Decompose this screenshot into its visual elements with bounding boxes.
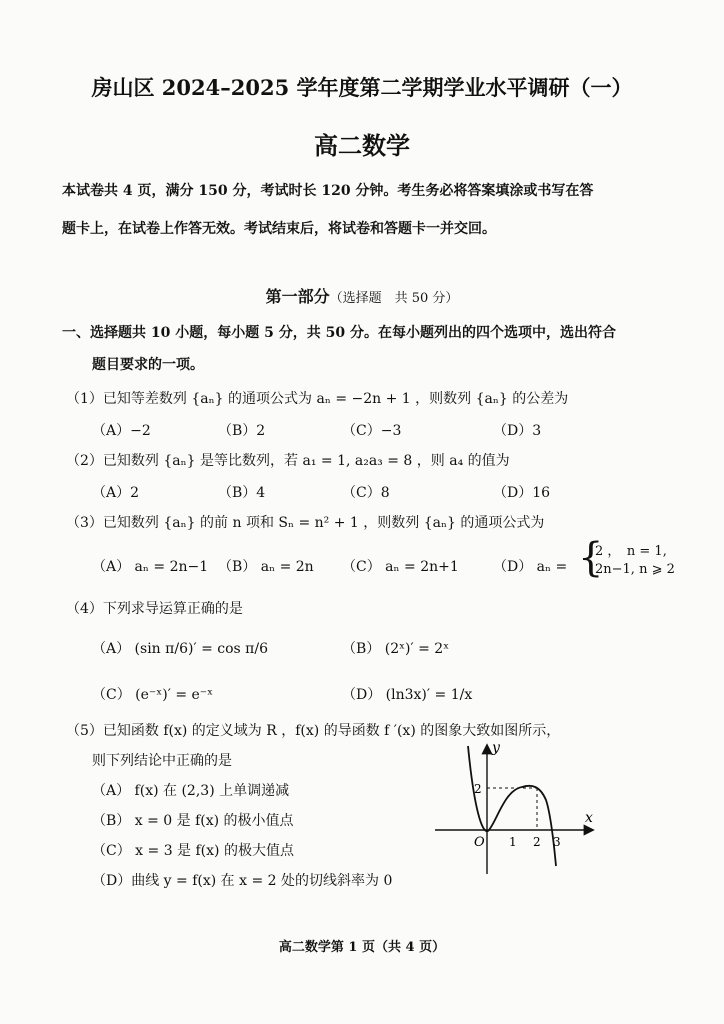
question-4-stem: （4）下列求导运算正确的是	[66, 601, 243, 617]
part-heading	[0, 284, 724, 307]
part-note: （选择题 共 50 分）	[329, 291, 459, 306]
derivative-graph	[430, 738, 600, 878]
section-instruction-2: 题目要求的一项。	[92, 357, 204, 373]
question-4-option-d[interactable]: （D） (ln3x)′ = 1/x	[342, 687, 473, 703]
question-5-stem: （5）已知函数 f(x) 的定义域为 R ，f(x) 的导函数 f ′(x) 的图象大致如图所示，	[66, 723, 561, 739]
question-2-option-b[interactable]: （B）4	[218, 485, 266, 501]
question-1-option-a[interactable]: （A）−2	[92, 423, 151, 439]
exam-title: 房山区 2024–2025 学年度第二学期学业水平调研（一）	[91, 75, 633, 100]
question-5-stem-2: 则下列结论中正确的是	[92, 753, 232, 769]
question-3-stem: （3）已知数列 {aₙ} 的前 n 项和 Sₙ = n² + 1 ，则数列 {aₙ} 的通项公式为	[66, 515, 545, 531]
question-5-option-c[interactable]: （C） x = 3 是 f(x) 的极大值点	[92, 843, 294, 859]
y-tick-2: 2	[474, 782, 482, 796]
question-1-option-b[interactable]: （B）2	[218, 423, 266, 439]
piecewise-brace: {	[578, 535, 604, 581]
origin-label: O	[474, 835, 485, 850]
question-5-option-a[interactable]: （A） f(x) 在 (2,3) 上单调递减	[92, 783, 290, 799]
x-tick-1: 1	[509, 835, 517, 849]
page-footer: 高二数学第 1 页（共 4 页）	[278, 940, 446, 955]
question-3-option-d-case-1: 2 ， n = 1,	[595, 544, 667, 559]
question-4-option-a[interactable]: （A） (sin π/6)′ = cos π/6	[92, 641, 268, 657]
question-2-option-d[interactable]: （D）16	[493, 485, 551, 501]
question-2-option-c[interactable]: （C）8	[342, 485, 390, 501]
question-3-option-b[interactable]: （B） aₙ = 2n	[218, 559, 314, 575]
question-3-option-c[interactable]: （C） aₙ = 2n+1	[342, 559, 459, 575]
x-tick-3: 3	[553, 835, 561, 849]
question-3-option-d-case-2: 2n−1, n ⩾ 2	[595, 562, 675, 577]
x-tick-2: 2	[533, 835, 541, 849]
question-4-option-c[interactable]: （C） (e⁻ˣ)′ = e⁻ˣ	[92, 687, 214, 703]
question-2-stem: （2）已知数列 {aₙ} 是等比数列，若 a₁ = 1, a₂a₃ = 8 ，则 a₄ 的值为	[66, 453, 510, 469]
question-5-option-b[interactable]: （B） x = 0 是 f(x) 的极小值点	[92, 813, 294, 829]
part-title: 第一部分	[265, 287, 330, 306]
question-1-option-d[interactable]: （D）3	[493, 423, 542, 439]
question-3-option-d-label: （D） aₙ =	[493, 559, 568, 575]
exam-subject: 高二数学	[314, 131, 410, 160]
section-instruction-1: 一、选择题共 10 小题，每小题 5 分，共 50 分。在每小题列出的四个选项中，选出符合	[62, 325, 616, 341]
y-axis-label: y	[492, 740, 500, 756]
question-3-option-d[interactable]	[493, 556, 567, 576]
question-4-option-b[interactable]: （B） (2ˣ)′ = 2ˣ	[342, 641, 450, 657]
instructions-line-1: 本试卷共 4 页，满分 150 分，考试时长 120 分钟。考生务必将答案填涂或书写在答	[62, 183, 594, 199]
question-2-option-a[interactable]: （A）2	[92, 485, 140, 501]
question-5-option-d[interactable]: （D）曲线 y = f(x) 在 x = 2 处的切线斜率为 0	[92, 873, 393, 889]
question-3-option-a[interactable]: （A） aₙ = 2n−1	[92, 559, 209, 575]
question-1-option-c[interactable]: （C）−3	[342, 423, 402, 439]
x-axis-label: x	[585, 810, 593, 826]
question-1-stem: （1）已知等差数列 {aₙ} 的通项公式为 aₙ = −2n + 1 ，则数列 {aₙ} 的公差为	[66, 391, 569, 407]
instructions-line-2: 题卡上，在试卷上作答无效。考试结束后，将试卷和答题卡一并交回。	[62, 221, 496, 237]
